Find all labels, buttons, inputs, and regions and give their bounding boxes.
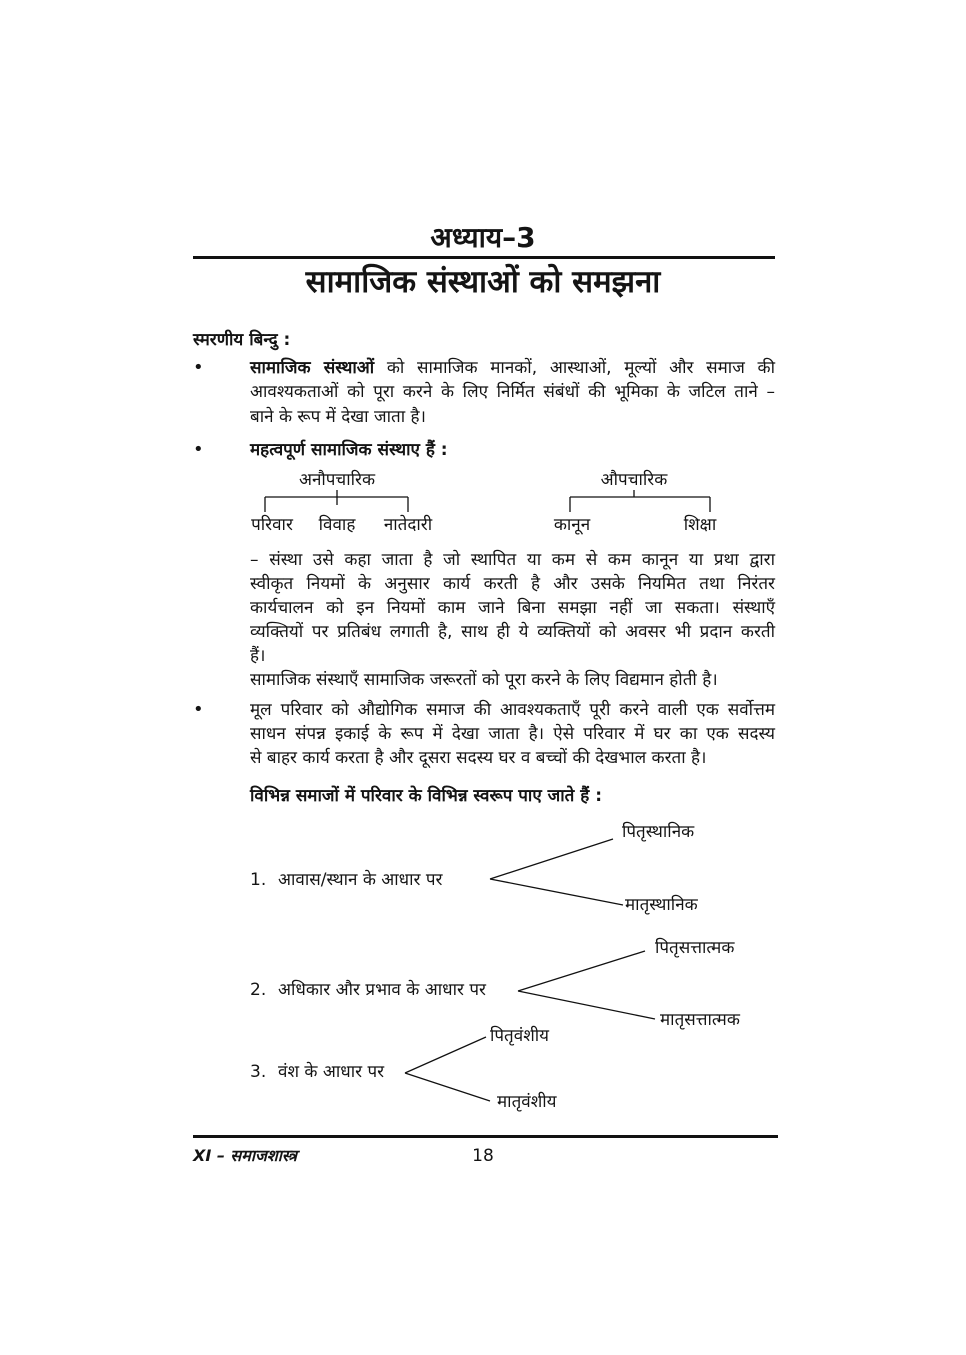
bullet-point-1: • bbox=[193, 357, 204, 378]
bullet-point-2: • bbox=[193, 439, 204, 460]
family-forms-heading: विभिन्न समाजों में परिवार के विभिन्न स्वरूप पाए जाते हैं : bbox=[250, 786, 603, 806]
form2-branch-patriarchal: पितृसत्तात्मक bbox=[655, 938, 735, 958]
point3-line-1: मूल परिवार को औद्योगिक समाज की आवश्यकताएँ पूरी करने वाली एक सर्वोत्तम bbox=[250, 700, 775, 720]
form1-upper-branch-line bbox=[490, 839, 613, 879]
form2-basis: अधिकार और प्रभाव के आधार पर bbox=[278, 980, 486, 1000]
form2-lower-branch-line bbox=[518, 991, 655, 1019]
footer-book-title: XI – समाजशास्त्र bbox=[193, 1146, 297, 1165]
definition-line-3: कार्यचालन को इन नियमों काम जाने बिना समझा नहीं जा सकता। संस्थाएँ bbox=[250, 598, 775, 618]
point3-line-3: से बाहर कार्य करता है और दूसरा सदस्य घर व बच्चों की देखभाल करता है। bbox=[250, 748, 707, 768]
form3-lower-branch-line bbox=[405, 1073, 490, 1101]
tree-informal-child-marriage: विवाह bbox=[318, 515, 356, 535]
definition-line-5: हैं। bbox=[250, 646, 266, 666]
point3-line-2: साधन संपन्न इकाई के रूप में देखा जाता है। ऐसे परिवार में घर का एक सदस्य bbox=[250, 724, 775, 744]
tree-informal-label: अनौपचारिक bbox=[298, 470, 376, 490]
form2-upper-branch-line bbox=[518, 951, 645, 991]
form1-basis: आवास/स्थान के आधार पर bbox=[278, 870, 443, 890]
tree-formal-child-law: कानून bbox=[553, 515, 591, 535]
point1-line-1-text: को सामाजिक मानकों, आस्थाओं, मूल्यों और समाज की bbox=[374, 358, 775, 378]
point2-heading: महत्वपूर्ण सामाजिक संस्थाए हैं : bbox=[250, 440, 448, 460]
form3-branch-matrilineal: मातृवंशीय bbox=[497, 1092, 557, 1112]
footer-rule bbox=[193, 1135, 778, 1138]
point1-bold-term: सामाजिक संस्थाओं bbox=[250, 358, 375, 378]
form2-branch-matriarchal: मातृसत्तात्मक bbox=[660, 1010, 740, 1030]
point1-line-2: आवश्यकताओं को पूरा करने के लिए निर्मित संबंधों की भूमिका के जटिल ताने – bbox=[250, 382, 775, 402]
section-heading: स्मरणीय बिन्दु : bbox=[193, 330, 291, 350]
footer-page-number: 18 bbox=[472, 1146, 494, 1166]
form3-upper-branch-line bbox=[405, 1037, 486, 1073]
tree-formal-child-education: शिक्षा bbox=[683, 515, 717, 535]
definition-line-2: स्वीकृत नियमों के अनुसार कार्य करती है और उसके नियमित तथा निरंतर bbox=[250, 574, 775, 594]
definition-line-1: – संस्था उसे कहा जाता है जो स्थापित या कम से कम कानून या प्रथा द्वारा bbox=[250, 550, 775, 570]
tree-formal-label: औपचारिक bbox=[600, 470, 668, 490]
institutions-note: सामाजिक संस्थाएँ सामाजिक जरूरतों को पूरा करने के लिए विद्यमान होती है। bbox=[250, 670, 718, 690]
form3-basis: वंश के आधार पर bbox=[278, 1062, 385, 1082]
form1-branch-patrilocal: पितृस्थानिक bbox=[622, 822, 695, 842]
definition-line-4: व्यक्तियों पर प्रतिबंध लगाती है, साथ ही ये व्यक्तियों को अवसर भी प्रदान करती bbox=[250, 622, 775, 642]
bullet-point-3: • bbox=[193, 699, 204, 720]
form1-branch-matrilocal: मातृस्थानिक bbox=[625, 895, 698, 915]
tree-informal-child-kinship: नातेदारी bbox=[383, 515, 433, 535]
form1-lower-branch-line bbox=[490, 879, 623, 905]
form1-number: 1. bbox=[250, 870, 267, 890]
chapter-number: अध्याय–3 bbox=[430, 221, 536, 254]
chapter-title: सामाजिक संस्थाओं को समझना bbox=[305, 264, 661, 300]
point1-line-1 bbox=[250, 356, 775, 380]
form2-number: 2. bbox=[250, 980, 267, 1000]
header-rule bbox=[193, 256, 775, 259]
form3-branch-patrilineal: पितृवंशीय bbox=[490, 1026, 550, 1046]
form3-number: 3. bbox=[250, 1062, 267, 1082]
point1-line-3: बाने के रूप में देखा जाता है। bbox=[250, 407, 426, 427]
tree-informal-child-family: परिवार bbox=[251, 515, 293, 535]
